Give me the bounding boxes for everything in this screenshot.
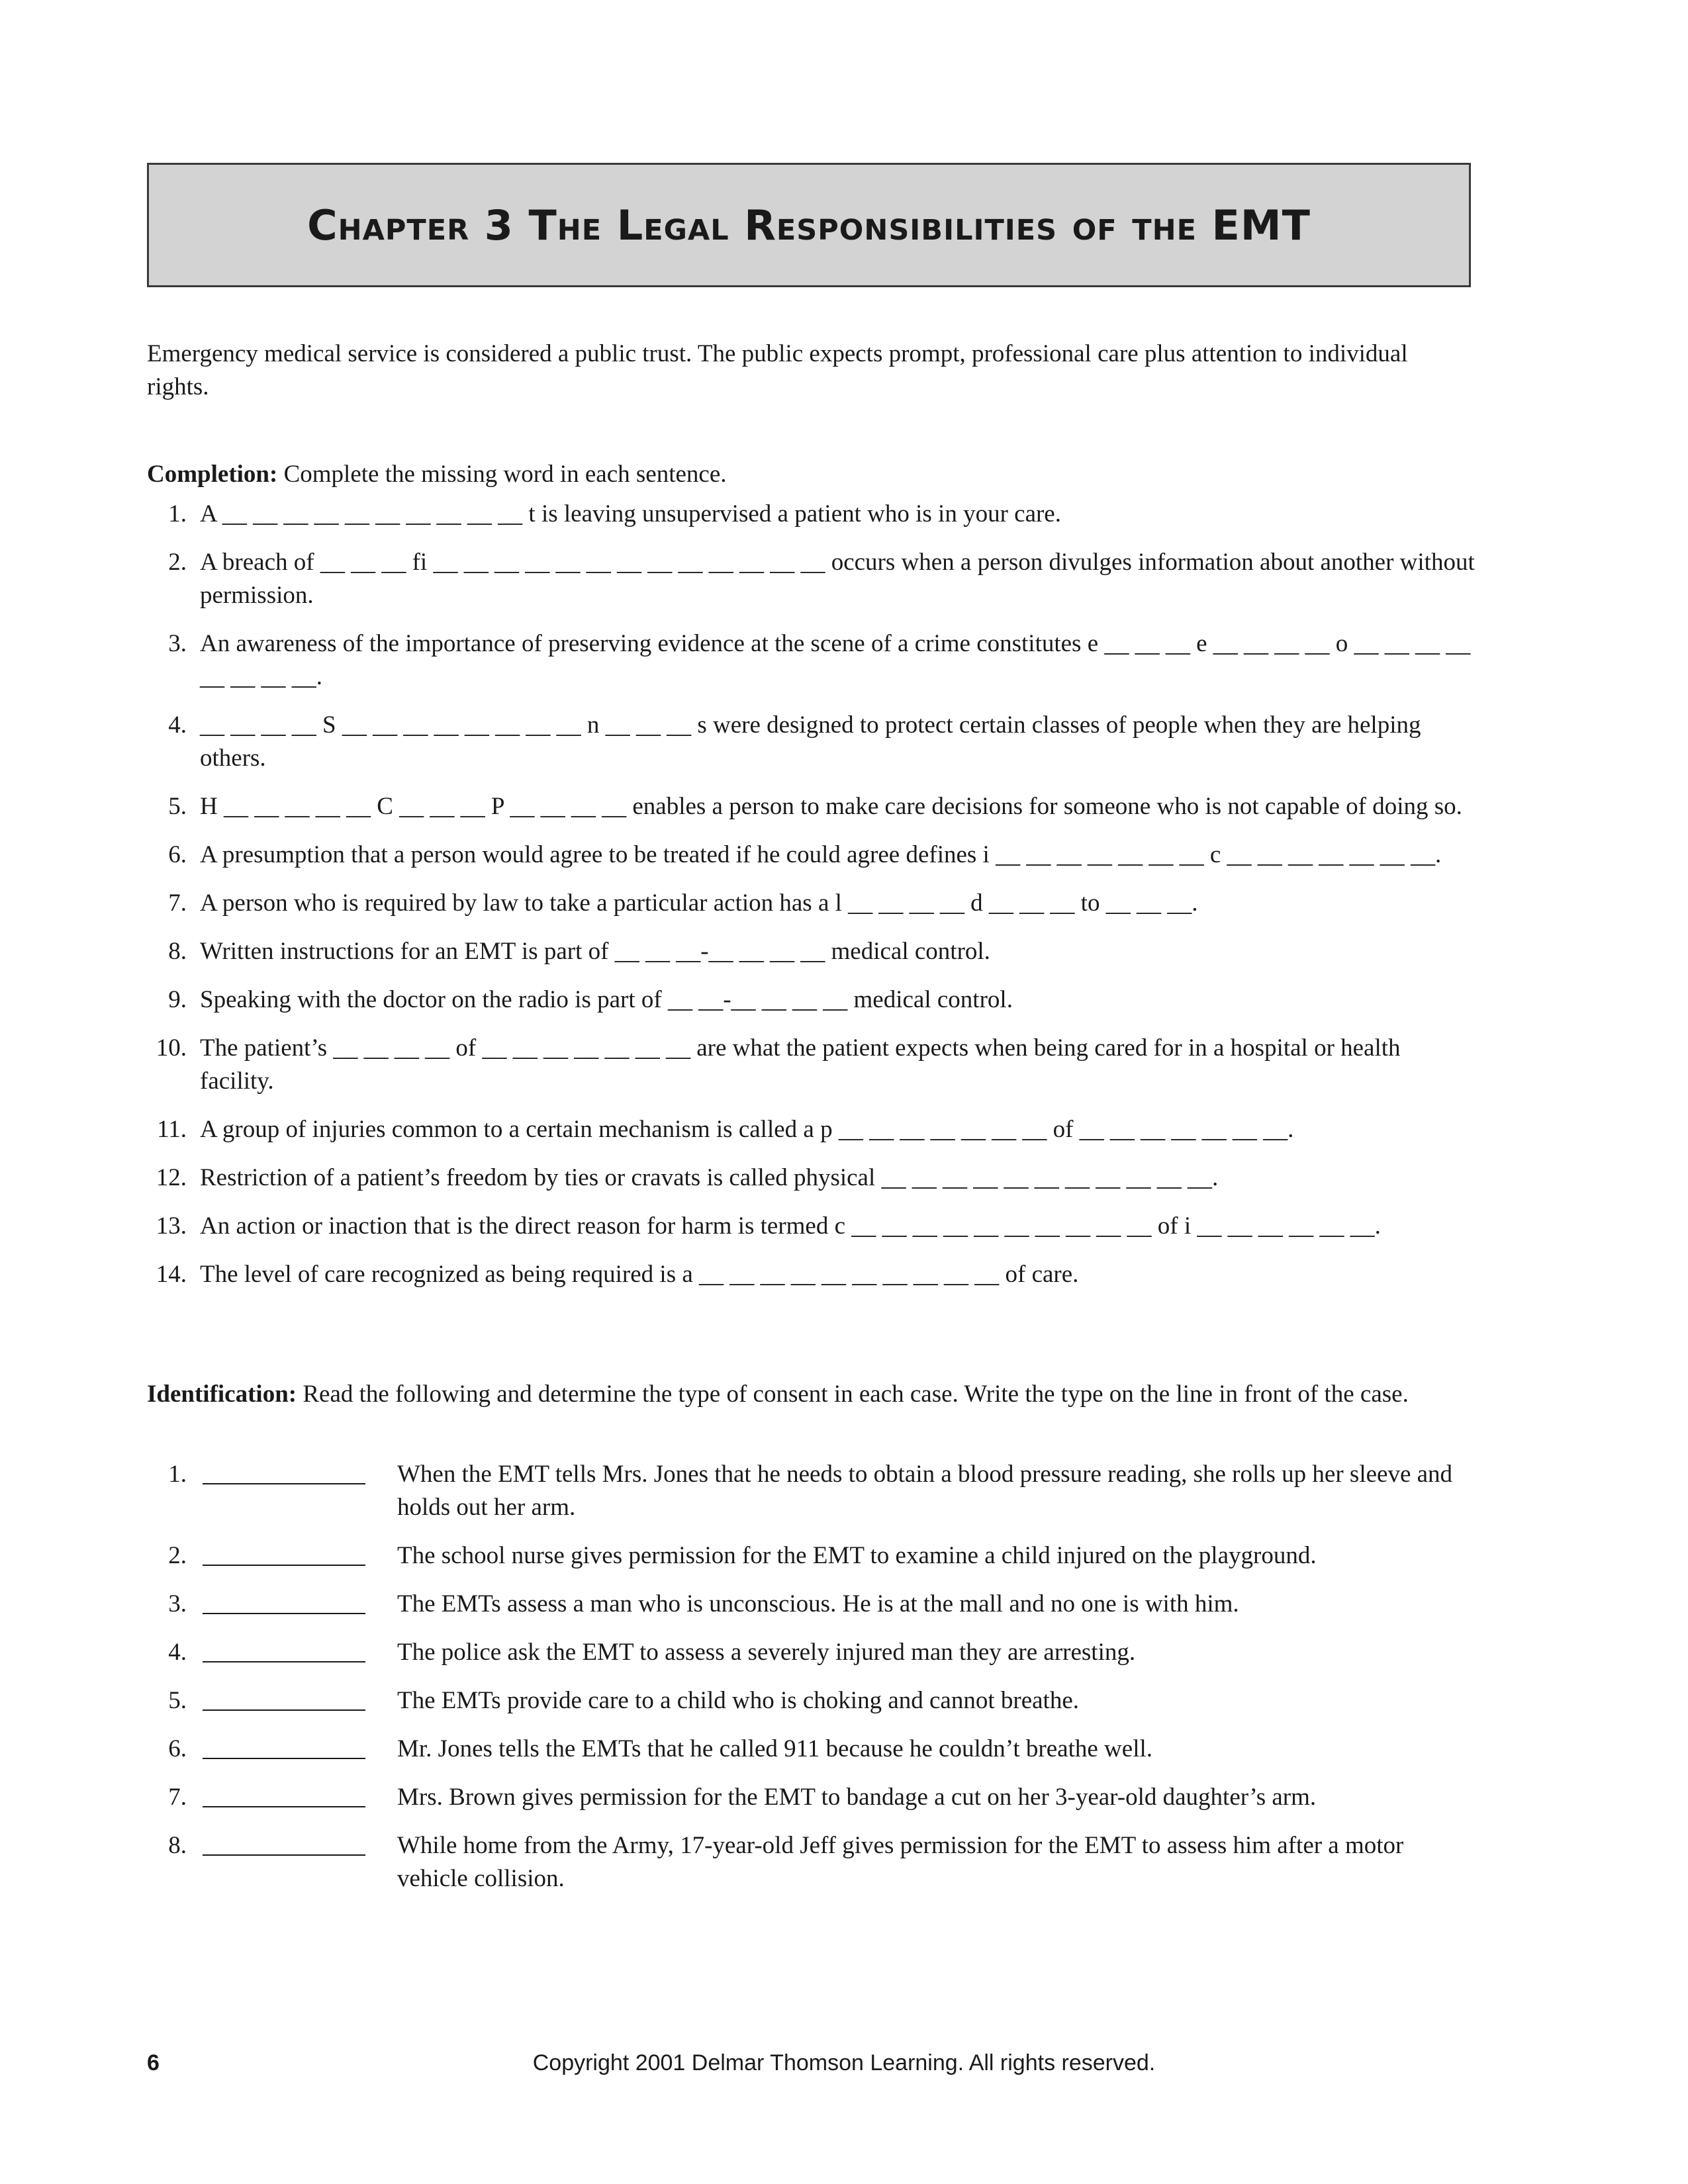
completion-list [147, 498, 1477, 1306]
item-text: Written instructions for an EMT is part of __ __ __-__ __ __ __ medical control. [200, 938, 990, 965]
item-text: The patient’s __ __ __ __ of __ __ __ __ __ __ __ are what the patient expects when being cared for in a hospital or health facility. [200, 1034, 1401, 1095]
item-number: 5. [168, 1687, 187, 1714]
completion-item [147, 887, 1477, 920]
item-text: A breach of __ __ __ fi __ __ __ __ __ __ __ __ __ __ __ __ __ occurs when a person divulges information about another without permission. [200, 549, 1475, 609]
completion-item [147, 839, 1477, 872]
item-text: Mrs. Brown gives permission for the EMT to bandage a cut on her 3-year-old daughter’s arm. [397, 1784, 1317, 1811]
item-number: 12. [156, 1164, 187, 1191]
item-number: 7. [168, 1784, 187, 1811]
copyright-notice: Copyright 2001 Delmar Thomson Learning. All rights reserved. [532, 2050, 1156, 2075]
item-number: 1. [168, 500, 187, 527]
item-number: 2. [168, 1542, 187, 1569]
completion-item [147, 546, 1477, 612]
item-text: Speaking with the doctor on the radio is part of __ __-__ __ __ __ medical control. [200, 986, 1013, 1013]
intro-paragraph: Emergency medical service is considered a public trust. The public expects prompt, professional care plus attention to individual rights. [147, 340, 1408, 400]
completion-item [147, 1258, 1477, 1291]
completion-item [147, 1161, 1477, 1195]
page-number: 6 [147, 2050, 160, 2075]
item-text: The police ask the EMT to assess a severely injured man they are arresting. [397, 1639, 1136, 1666]
completion-heading [147, 458, 1471, 491]
item-text: A group of injuries common to a certain mechanism is called a p __ __ __ __ __ __ __ of __ __ __ __ __ __ __. [200, 1116, 1294, 1143]
item-number: 13. [156, 1212, 187, 1240]
identification-instruction: Read the following and determine the type of consent in each case. Write the type on the line in front of the case. [303, 1381, 1409, 1408]
item-text: Mr. Jones tells the EMTs that he called 911 because he couldn’t breathe well. [397, 1735, 1153, 1762]
item-number: 6. [168, 841, 187, 868]
completion-item [147, 1032, 1477, 1098]
identification-item [147, 1588, 1477, 1621]
completion-item [147, 983, 1477, 1017]
completion-item [147, 790, 1477, 823]
item-text: H __ __ __ __ __ C __ __ __ P __ __ __ __ enables a person to make care decisions for someone who is not capable of doing so. [200, 793, 1462, 820]
answer-blank-line[interactable] [203, 1709, 365, 1711]
item-text: When the EMT tells Mrs. Jones that he needs to obtain a blood pressure reading, she rolls up her sleeve and holds out her arm. [397, 1461, 1453, 1521]
answer-blank-line[interactable] [203, 1613, 365, 1614]
answer-blank-line[interactable] [203, 1854, 365, 1856]
answer-blank-line[interactable] [203, 1483, 365, 1484]
chapter-header-box [147, 163, 1471, 287]
item-number: 4. [168, 711, 187, 739]
completion-item [147, 709, 1477, 775]
identification-item [147, 1829, 1477, 1895]
item-number: 6. [168, 1735, 187, 1762]
completion-item [147, 1113, 1477, 1146]
identification-label: Identification: [147, 1381, 297, 1408]
item-text: An action or inaction that is the direct reason for harm is termed c __ __ __ __ __ __ __ __ __ __ of i __ __ __ __ __ __. [200, 1212, 1381, 1240]
item-text: The EMTs provide care to a child who is choking and cannot breathe. [397, 1687, 1080, 1714]
identification-item [147, 1539, 1477, 1572]
item-text: __ __ __ __ S __ __ __ __ __ __ __ __ n __ __ __ s were designed to protect certain classes of people when they are helping others. [200, 711, 1421, 772]
item-number: 3. [168, 1590, 187, 1617]
item-text: An awareness of the importance of preserving evidence at the scene of a crime constitutes e __ __ __ e __ __ __ __ o __ __ __ __ __ __ __ __. [200, 630, 1471, 690]
item-number: 8. [168, 938, 187, 965]
answer-blank-line[interactable] [203, 1758, 365, 1759]
answer-blank-line[interactable] [203, 1806, 365, 1807]
completion-instruction: Complete the missing word in each sentence. [283, 461, 727, 488]
item-text: A presumption that a person would agree to be treated if he could agree defines i __ __ __ __ __ __ __ c __ __ __ __ __ __ __. [200, 841, 1442, 868]
item-number: 14. [156, 1261, 187, 1288]
item-text: A person who is required by law to take a particular action has a l __ __ __ __ d __ __ __ to __ __ __. [200, 889, 1198, 917]
answer-blank-line[interactable] [203, 1661, 365, 1662]
identification-item [147, 1684, 1477, 1717]
identification-heading [147, 1378, 1471, 1411]
identification-item [147, 1458, 1477, 1524]
identification-item [147, 1733, 1477, 1766]
item-text: While home from the Army, 17-year-old Jeff gives permission for the EMT to assess him after a motor vehicle collision. [397, 1832, 1404, 1892]
item-text: The EMTs assess a man who is unconscious. He is at the mall and no one is with him. [397, 1590, 1239, 1617]
item-number: 2. [168, 549, 187, 576]
completion-item [147, 1210, 1477, 1243]
item-number: 8. [168, 1832, 187, 1859]
chapter-title: Chapter 3 The Legal Responsibilities of the EMT [307, 201, 1311, 250]
identification-list [147, 1458, 1477, 1911]
item-number: 5. [168, 793, 187, 820]
identification-item [147, 1781, 1477, 1814]
item-text: A __ __ __ __ __ __ __ __ __ __ t is leaving unsupervised a patient who is in your care. [200, 500, 1061, 527]
item-text: Restriction of a patient’s freedom by ties or cravats is called physical __ __ __ __ __ __ __ __ __ __ __. [200, 1164, 1219, 1191]
identification-item [147, 1636, 1477, 1669]
answer-blank-line[interactable] [203, 1565, 365, 1566]
completion-item [147, 935, 1477, 968]
item-number: 7. [168, 889, 187, 917]
item-number: 3. [168, 630, 187, 657]
item-text: The level of care recognized as being required is a __ __ __ __ __ __ __ __ __ __ of care. [200, 1261, 1079, 1288]
completion-item [147, 498, 1477, 531]
item-number: 4. [168, 1639, 187, 1666]
item-text: The school nurse gives permission for the EMT to examine a child injured on the playground. [397, 1542, 1317, 1569]
item-number: 10. [156, 1034, 187, 1062]
completion-label: Completion: [147, 461, 278, 488]
item-number: 9. [168, 986, 187, 1013]
item-number: 1. [168, 1461, 187, 1488]
completion-item [147, 627, 1477, 694]
item-number: 11. [157, 1116, 187, 1143]
